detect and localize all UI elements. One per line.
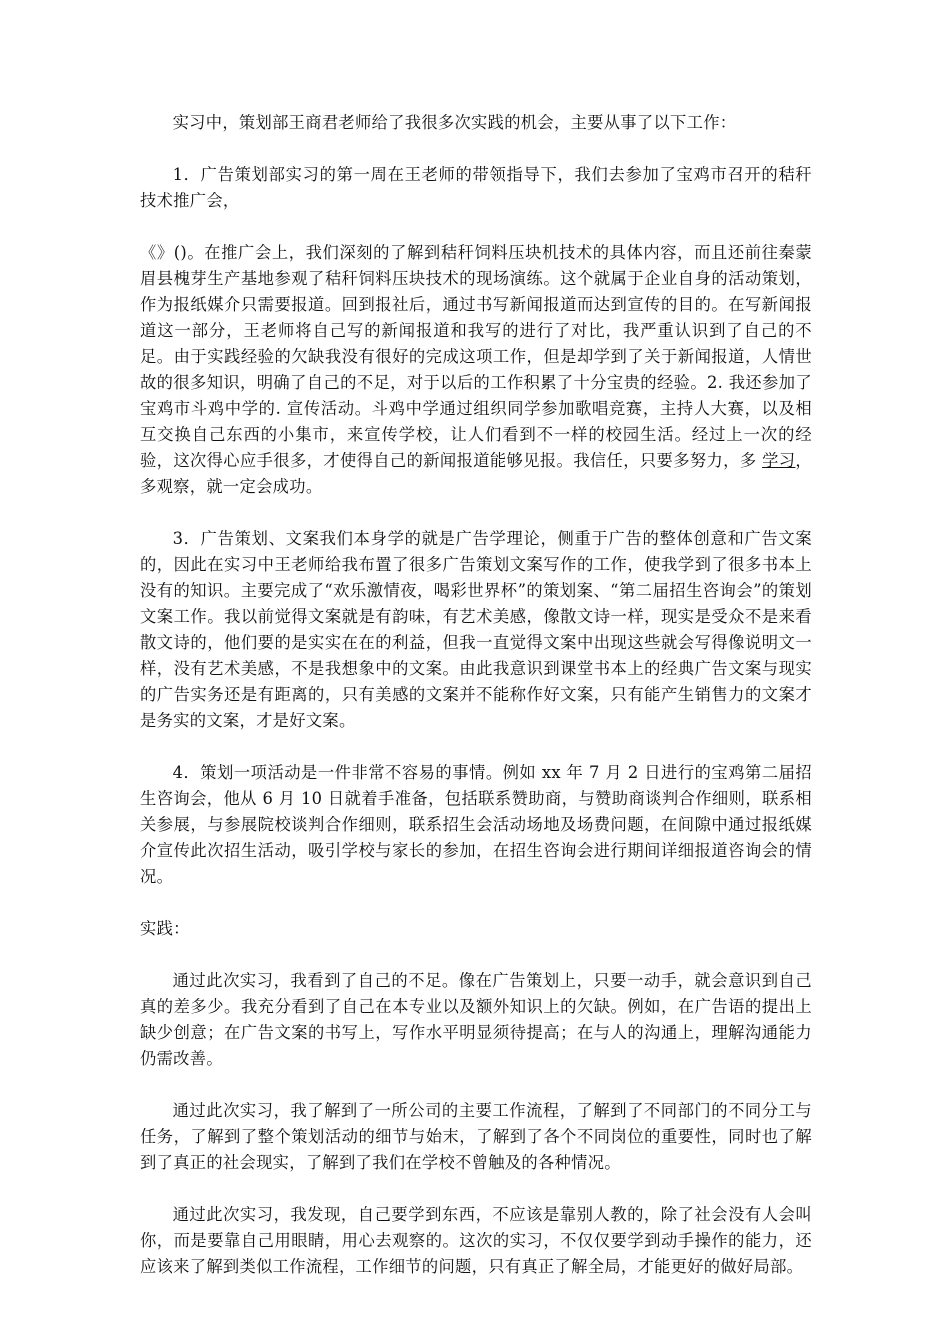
study-link[interactable]: 学习 [762,451,796,470]
paragraph-reflection-1: 通过此次实习，我看到了自己的不足。像在广告策划上，只要一动手，就会意识到自己真的差多少。我充分看到了自己在本专业以及额外知识上的欠缺。例如，在广告语的提出上缺少创意；在广告文案的书写上，写作水平明显须待提高；在与人的沟通上，理解沟通能力仍需改善。 [140,971,812,1068]
paragraph-reflection-2: 通过此次实习，我了解到了一所公司的主要工作流程，了解到了不同部门的不同分工与任务，了解到了整个策划活动的细节与始末，了解到了各个不同岗位的重要性，同时也了解到了真正的社会现实，了解到了我们在学校不曾触及的各种情况。 [140,1101,812,1172]
paragraph-text-end: ，多观察，就一定会成功。 [140,451,812,496]
paragraph-text: 《》()。在推广会上，我们深刻的了解到秸秆饲料压块机技术的具体内容，而且还前往秦蒙眉县槐芽生产基地参观了秸秆饲料压块技术的现场演练。这个就属于企业自身的活动策划，作为报纸媒介只需要报道。回到报社后，通过书写新闻报道而达到宣传的目的。在写新闻报道这一部分，王老师将自己写的新闻报道和我写的进行了对比，我严重认识到了自己的不足。由于实践经验的欠缺我没有很好的完成这项工作，但是却学到了关于新闻报道，人情世故的很多知识，明确了自己的不足，对于以后的工作积累了十分宝贵的经验。2. 我还参加了宝鸡市斗鸡中学的. 宣传活动。斗鸡中学通过组织同学参加歌唱竞赛，主持人大赛，以及相互交换自己东西的小集市，来宣传学校，让人们看到不一样的校园生活。经过上一次的经验，这次得心应手很多，才使得自己的新闻报道能够见报。我信任，只要多努力，多 [140,243,812,470]
paragraph-item-4: 4．策划一项活动是一件非常不容易的事情。例如 xx 年 7 月 2 日进行的宝鸡第二届招生咨询会，他从 6 月 10 日就着手准备，包括联系赞助商，与赞助商谈判合作细则，联系相关参展，与参展院校谈判合作细则，联系招生会活动场地及场费问题，在间隙中通过报纸媒介宣传此次招生活动，吸引学校与家长的参加，在招生咨询会进行期间详细报道咨询会的情况。 [140,763,812,886]
paragraph-item-1: 1．广告策划部实习的第一周在王老师的带领指导下，我们去参加了宝鸡市召开的秸秆技术推广会， [140,165,812,210]
section-heading-practice: 实践： [140,919,190,938]
paragraph-intro: 实习中，策划部王商君老师给了我很多次实践的机会，主要从事了以下工作： [172,113,737,132]
paragraph-item-1-continued [140,240,812,500]
document-body [140,110,812,1306]
paragraph-item-3: 3．广告策划、文案我们本身学的就是广告学理论，侧重于广告的整体创意和广告文案的，因此在实习中王老师给我布置了很多广告策划文案写作的工作，使我学到了很多书本上没有的知识。主要完成了“欢乐激情夜，喝彩世界杯”的策划案、“第二届招生咨询会”的策划文案工作。我以前觉得文案就是有韵味，有艺术美感，像散文诗一样，现实是受众不是来看散文诗的，他们要的是实实在在的利益，但我一直觉得文案中出现这些就会写得像说明文一样，没有艺术美感，不是我想象中的文案。由此我意识到课堂书本上的经典广告文案与现实的广告实务还是有距离的，只有美感的文案并不能称作好文案，只有能产生销售力的文案才是务实的文案，才是好文案。 [140,529,812,730]
paragraph-reflection-3: 通过此次实习，我发现，自己要学到东西，不应该是靠别人教的，除了社会没有人会叫你，而是要靠自己用眼睛，用心去观察的。这次的实习，不仅仅要学到动手操作的能力，还应该来了解到类似工作流程，工作细节的问题，只有真正了解全局，才能更好的做好局部。 [140,1205,812,1276]
